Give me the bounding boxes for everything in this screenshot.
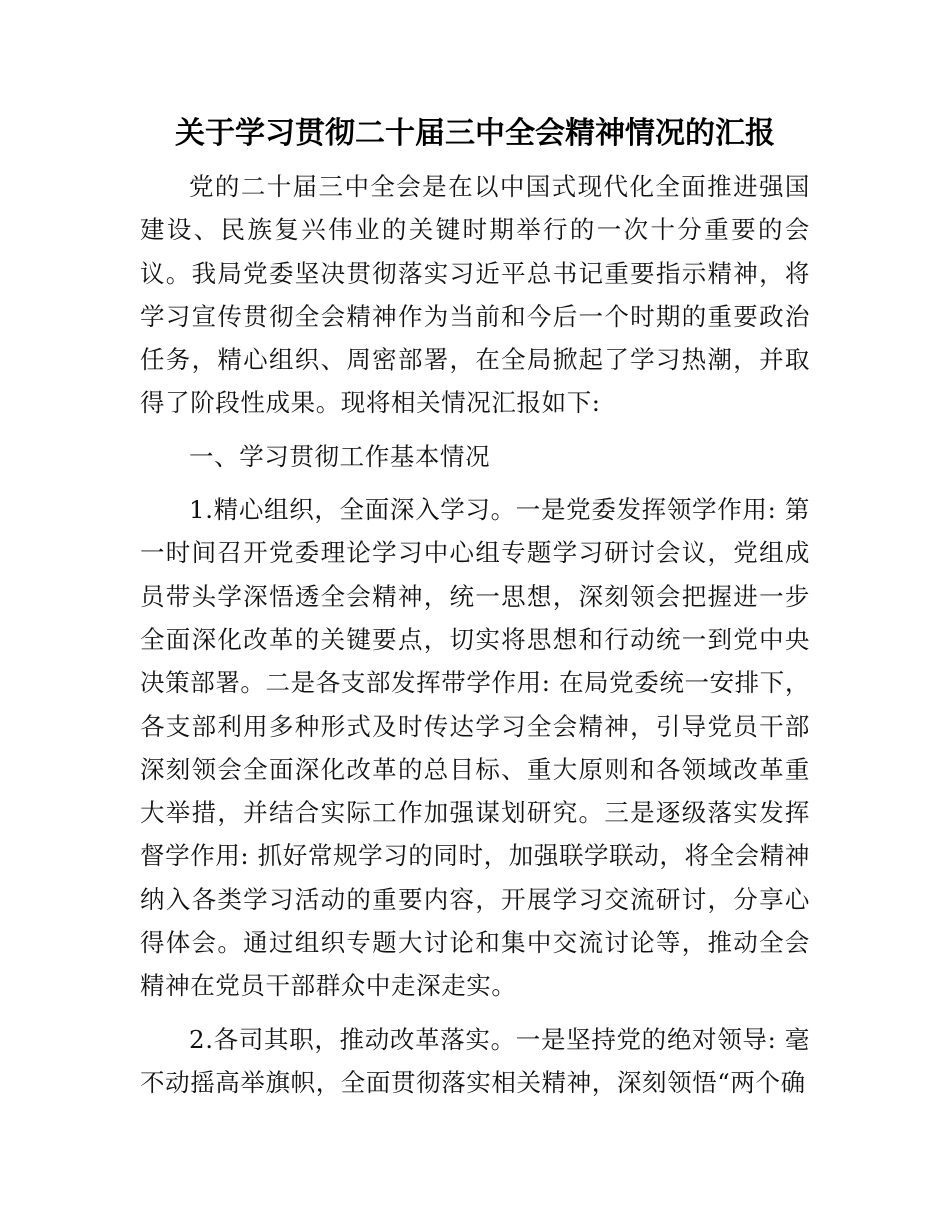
section-heading-1: 一、学习贯彻工作基本情况 — [189, 441, 491, 471]
document-title: 关于学习贯彻二十届三中全会精神情况的汇报 — [175, 116, 775, 151]
paragraph-item-2: 2.各司其职，推动改革落实。一是坚持党的绝对领导: 毫不动摇高举旗帜，全面贯彻落实相关精神，深刻领悟“两个确 — [140, 1024, 810, 1097]
paragraph-intro: 党的二十届三中全会是在以中国式现代化全面推进强国建设、民族复兴伟业的关键时期举行的一次十分重要的会议。我局党委坚决贯彻落实习近平总书记重要指示精神，将学习宣传贯彻全会精神作为当前和今后一个时期的重要政治任务，精心组织、周密部署，在全局掀起了学习热潮，并取得了阶段性成果。现将相关情况汇报如下: — [140, 172, 810, 418]
document-body — [140, 165, 810, 1104]
paragraph-item-1: 1.精心组织，全面深入学习。一是党委发挥领学作用: 第一时间召开党委理论学习中心组专题学习研讨会议，党组成员带头学深悟透全会精神，统一思想，深刻领会把握进一步全面深化改革的关键要点，切实将思想和行动统一到党中央决策部署。二是各支部发挥带学作用: 在局党委统一安排下，各支部利用多种形式及时传达学习全会精神，引导党员干部深刻领会全面深化改革的总目标、重大原则和各领域改革重大举措，并结合实际工作加强谋划研究。三是逐级落实发挥督学作用: 抓好常规学习的同时，加强联学联动，将全会精神纳入各类学习活动的重要内容，开展学习交流研讨，分享心得体会。通过组织专题大讨论和集中交流讨论等，推动全会精神在党员干部群众中走深走实。 — [140, 495, 810, 1001]
